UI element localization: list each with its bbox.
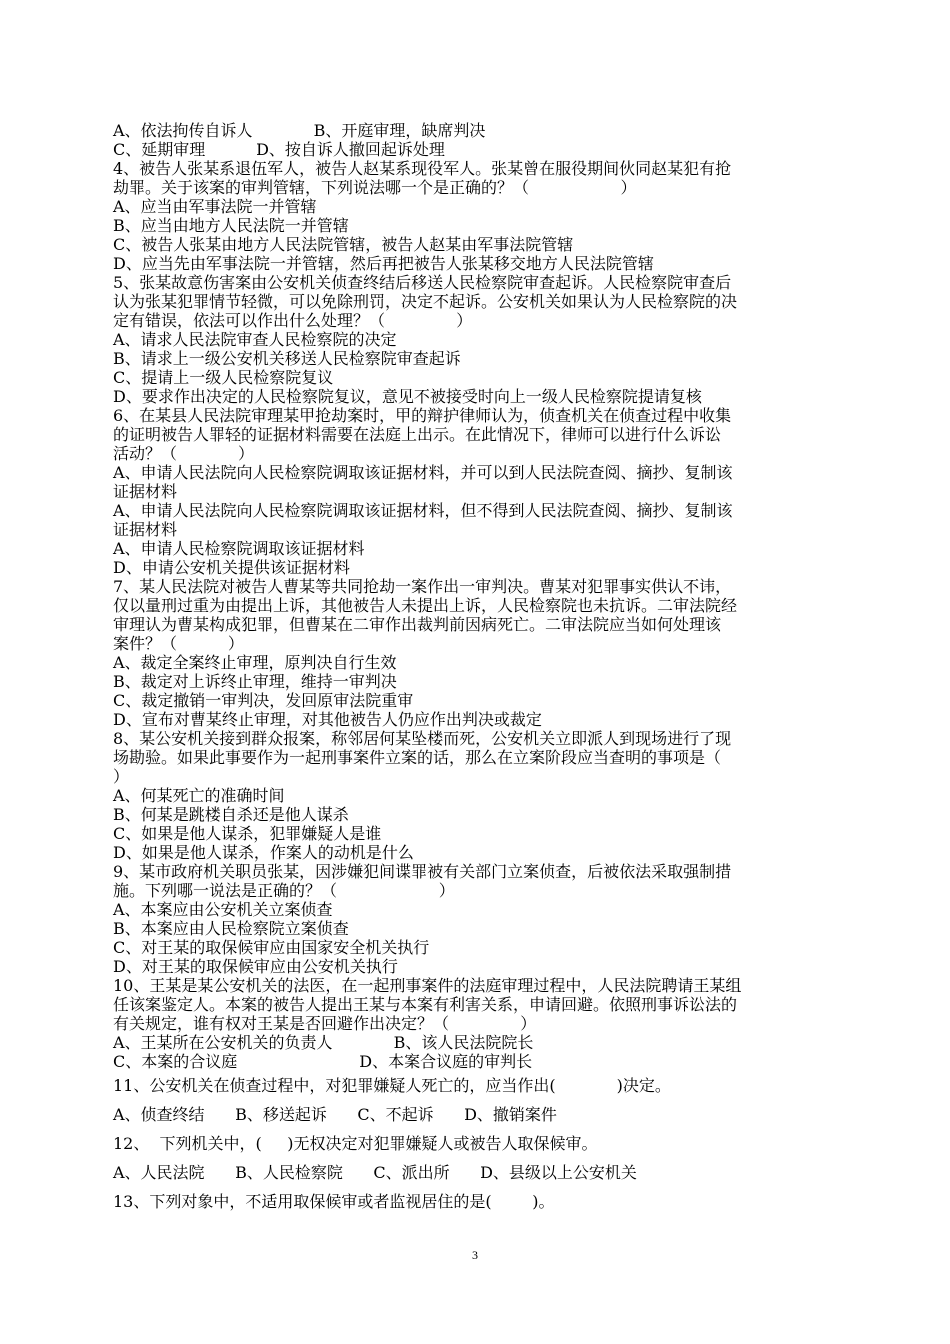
text-line: D、如果是他人谋杀，作案人的动机是什么 <box>113 843 414 862</box>
text-line: D、宣布对曹某终止审理，对其他被告人仍应作出判决或裁定 <box>113 710 542 729</box>
text-line: B、应当由地方人民法院一并管辖 <box>113 216 349 235</box>
page-number: 3 <box>472 1248 478 1262</box>
text-line: 任该案鉴定人。本案的被告人提出王某与本案有利害关系，申请回避。依照刑事诉讼法的 <box>113 995 738 1014</box>
text-line: A、何某死亡的准确时间 <box>113 786 285 805</box>
text-line: 10、王某是某公安机关的法医，在一起刑事案件的法庭审理过程中，人民法院聘请王某组 <box>113 976 742 995</box>
text-line: C、对王某的取保候审应由国家安全机关执行 <box>113 938 430 957</box>
text-line: 证据材料 <box>113 482 178 501</box>
text-line: A、申请人民法院向人民检察院调取该证据材料，但不得到人民法院查阅、摘抄、复制该 <box>113 501 733 520</box>
text-line: 8、某公安机关接到群众报案，称邻居何某坠楼而死，公安机关立即派人到现场进行了现 <box>113 729 732 748</box>
text-line: 的证明被告人罪轻的证据材料需要在法庭上出示。在此情况下，律师可以进行什么诉讼 <box>113 425 722 444</box>
text-line: 5、张某故意伤害案由公安机关侦查终结后移送人民检察院审查起诉。人民检察院审查后 <box>113 273 732 292</box>
text-line: A、依法拘传自诉人 B、开庭审理，缺席判决 <box>113 121 486 140</box>
text-line: D、对王某的取保候审应由公安机关执行 <box>113 957 398 976</box>
text-line: 认为张某犯罪情节轻微，可以免除刑罚，决定不起诉。公安机关如果认为人民检察院的决 <box>113 292 738 311</box>
text-line: A、人民法院 B、人民检察院 C、派出所 D、县级以上公安机关 <box>113 1163 637 1182</box>
text-line: C、裁定撤销一审判决，发回原审法院重审 <box>113 691 414 710</box>
text-line: 仅以量刑过重为由提出上诉，其他被告人未提出上诉，人民检察院也未抗诉。二审法院经 <box>113 596 738 615</box>
text-line: B、本案应由人民检察院立案侦查 <box>113 919 349 938</box>
text-line: 施。下列哪一说法是正确的？（ ） <box>113 881 455 900</box>
text-line: A、侦查终结 B、移送起诉 C、不起诉 D、撤销案件 <box>113 1105 557 1124</box>
text-line: 4、被告人张某系退伍军人，被告人赵某系现役军人。张某曾在服役期间伙同赵某犯有抢 <box>113 159 732 178</box>
text-line: C、延期审理 D、按自诉人撤回起诉处理 <box>113 140 445 159</box>
text-line: 审理认为曹某构成犯罪，但曹某在二审作出裁判前因病死亡。二审法院应当如何处理该 <box>113 615 722 634</box>
text-line: C、本案的合议庭 D、本案合议庭的审判长 <box>113 1052 533 1071</box>
text-line: A、申请人民检察院调取该证据材料 <box>113 539 365 558</box>
text-line: A、裁定全案终止审理，原判决自行生效 <box>113 653 397 672</box>
text-line: 证据材料 <box>113 520 178 539</box>
text-line: B、裁定对上诉终止审理，维持一审判决 <box>113 672 397 691</box>
text-line: B、请求上一级公安机关移送人民检察院审查起诉 <box>113 349 461 368</box>
text-line: 场勘验。如果此事要作为一起刑事案件立案的话，那么在立案阶段应当查明的事项是（ <box>113 748 722 767</box>
text-line: D、申请公安机关提供该证据材料 <box>113 558 350 577</box>
text-line: 7、某人民法院对被告人曹某等共同抢劫一案作出一审判决。曹某对犯罪事实供认不讳， <box>113 577 732 596</box>
text-line: C、提请上一级人民检察院复议 <box>113 368 334 387</box>
text-line: D、应当先由军事法院一并管辖，然后再把被告人张某移交地方人民法院管辖 <box>113 254 654 273</box>
text-line: A、王某所在公安机关的负责人 B、该人民法院院长 <box>113 1033 534 1052</box>
text-line: 有关规定，谁有权对王某是否回避作出决定？（ ） <box>113 1014 537 1033</box>
text-line: 13、下列对象中，不适用取保候审或者监视居住的是( )。 <box>113 1192 555 1211</box>
text-line: 定有错误，依法可以作出什么处理？（ ） <box>113 311 473 330</box>
text-line: A、申请人民法院向人民检察院调取该证据材料，并可以到人民法院查阅、摘抄、复制该 <box>113 463 733 482</box>
text-line: 案件？（ ） <box>113 634 244 653</box>
text-line: 11、公安机关在侦查过程中，对犯罪嫌疑人死亡的，应当作出( )决定。 <box>113 1076 671 1095</box>
text-line: A、请求人民法院审查人民检察院的决定 <box>113 330 397 349</box>
text-line: 12、 下列机关中，( )无权决定对犯罪嫌疑人或被告人取保候审。 <box>113 1134 598 1153</box>
text-line: C、如果是他人谋杀，犯罪嫌疑人是谁 <box>113 824 382 843</box>
text-line: D、要求作出决定的人民检察院复议，意见不被接受时向上一级人民检察院提请复核 <box>113 387 702 406</box>
text-line: 活动？（ ） <box>113 444 255 463</box>
question-text-body <box>113 121 838 1216</box>
text-line: ） <box>113 767 130 786</box>
text-line: A、应当由军事法院一并管辖 <box>113 197 317 216</box>
text-line: 9、某市政府机关职员张某，因涉嫌犯间谍罪被有关部门立案侦查，后被依法采取强制措 <box>113 862 732 881</box>
text-line: 劫罪。关于该案的审判管辖，下列说法哪一个是正确的？（ ） <box>113 178 637 197</box>
text-line: C、被告人张某由地方人民法院管辖，被告人赵某由军事法院管辖 <box>113 235 574 254</box>
text-line: 6、在某县人民法院审理某甲抢劫案时，甲的辩护律师认为，侦查机关在侦查过程中收集 <box>113 406 732 425</box>
text-line: A、本案应由公安机关立案侦查 <box>113 900 333 919</box>
text-line: B、何某是跳楼自杀还是他人谋杀 <box>113 805 349 824</box>
